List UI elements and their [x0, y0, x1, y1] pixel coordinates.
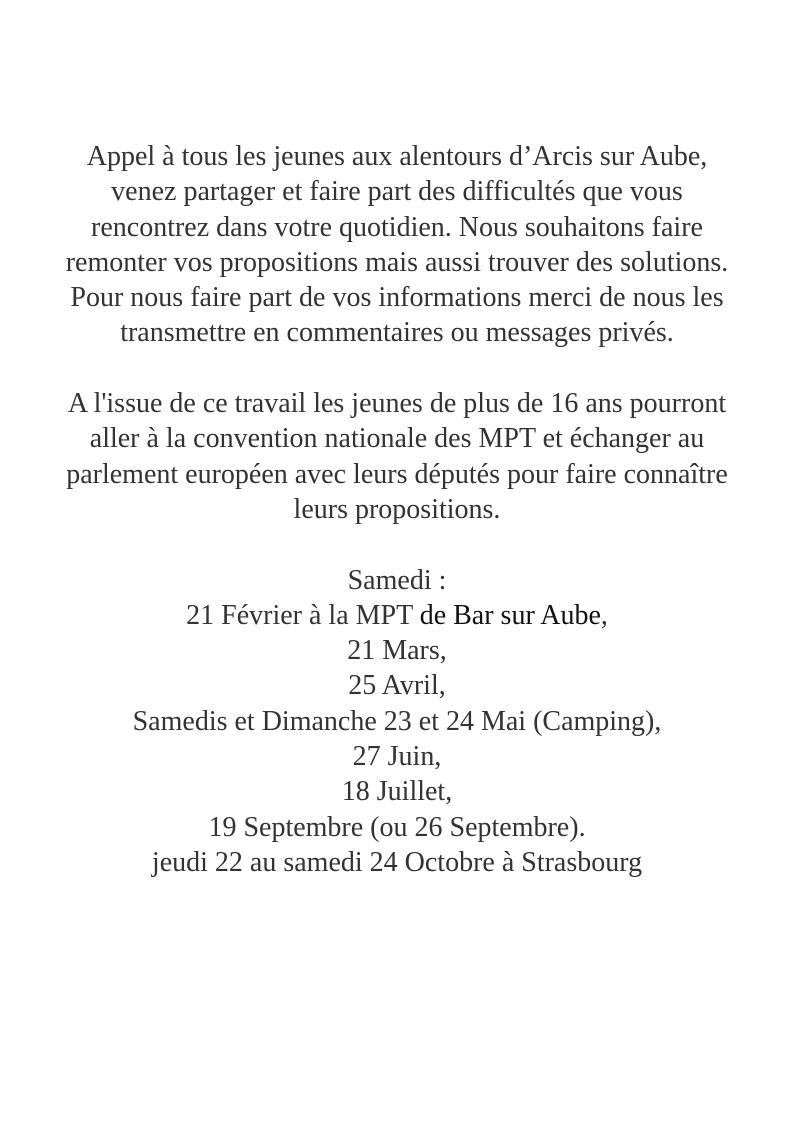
- document-body: [0, 139, 794, 880]
- schedule-date: [0, 598, 794, 633]
- schedule-date: 21 Mars,: [347, 635, 447, 667]
- text-line: A l'issue de ce travail les jeunes de plus de 16 ans pourront: [67, 388, 727, 420]
- text-line: remonter vos propositions mais aussi trouver des solutions.: [65, 246, 729, 278]
- schedule-date: 19 Septembre (ou 26 Septembre).: [208, 811, 586, 843]
- text-line: leurs propositions.: [293, 493, 501, 525]
- text-line: venez partager et faire part des difficultés que vous: [111, 176, 683, 208]
- text-line: aller à la convention nationale des MPT et échanger au: [89, 423, 705, 455]
- schedule-date: 25 Avril,: [348, 670, 446, 702]
- text-line: transmettre en commentaires ou messages privés.: [120, 317, 674, 349]
- schedule-date: jeudi 22 au samedi 24 Octobre à Strasbourg: [151, 846, 643, 878]
- outcome-paragraph: [0, 386, 794, 527]
- schedule-date-prefix: 21 Février à la MPT: [186, 599, 420, 631]
- schedule-date-place: de Bar sur Aube: [419, 599, 601, 631]
- text-line: Appel à tous les jeunes aux alentours d’Arcis sur Aube,: [86, 141, 708, 172]
- text-line: parlement européen avec leurs députés pour faire connaître: [66, 458, 728, 490]
- schedule-date: 18 Juillet,: [341, 776, 453, 808]
- schedule-date: 27 Juin,: [352, 741, 442, 773]
- intro-paragraph: [0, 139, 794, 351]
- text-line: rencontrez dans votre quotidien. Nous souhaitons faire: [91, 211, 703, 243]
- schedule-heading: Samedi :: [347, 564, 447, 596]
- text-line: Pour nous faire part de vos informations merci de nous les: [70, 282, 724, 314]
- schedule-date: Samedis et Dimanche 23 et 24 Mai (Camping),: [132, 705, 662, 737]
- schedule-list: [0, 563, 794, 881]
- schedule-date-suffix: ,: [600, 599, 608, 631]
